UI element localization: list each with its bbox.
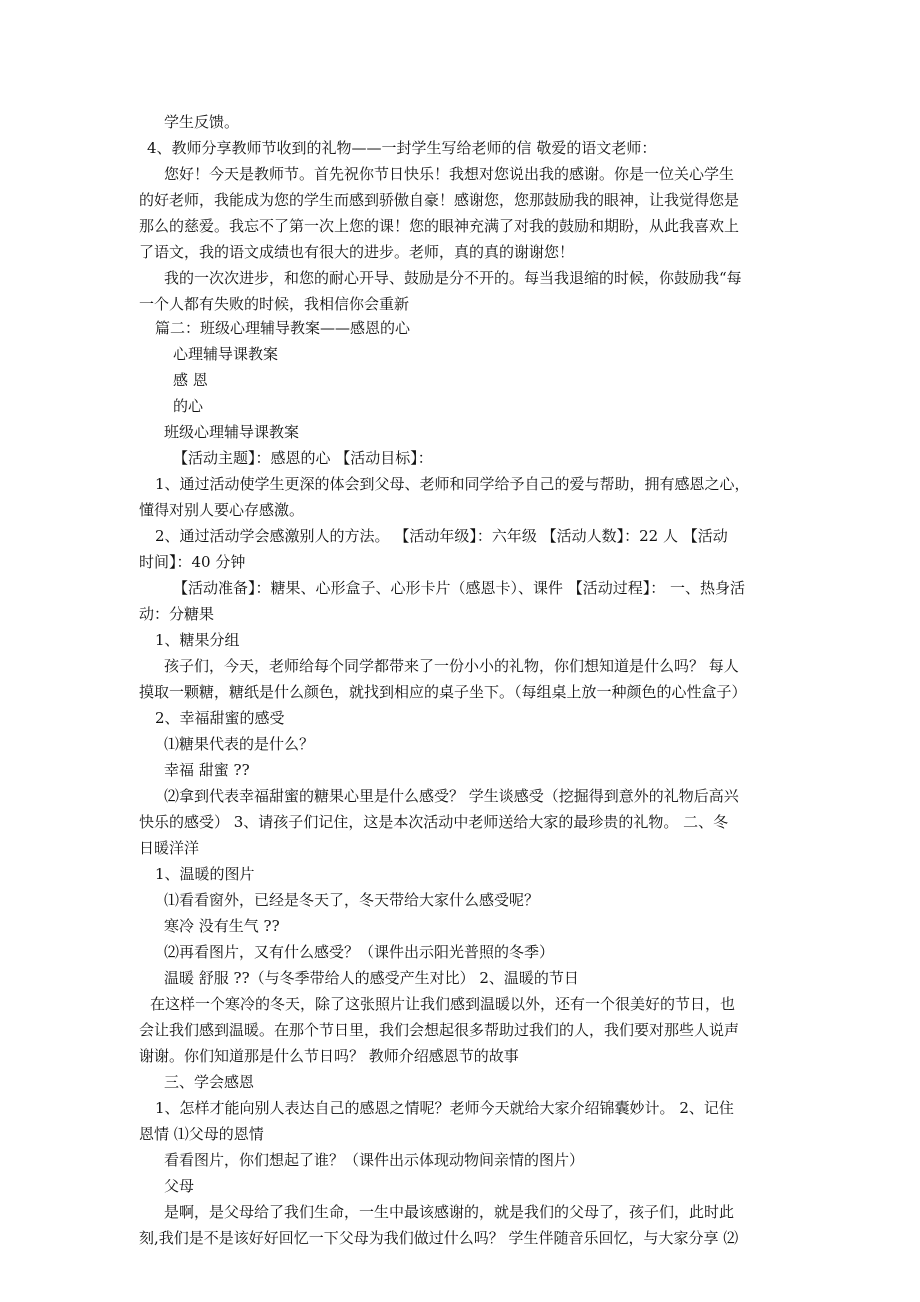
- text-line: 了语文，我的语文成绩也有很大的进步。老师，真的真的谢谢您！: [139, 243, 575, 261]
- text-line: 会让我们感到温暖。在那个节日里，我们会想起很多帮助过我们的人，我们要对那些人说声: [139, 1021, 740, 1039]
- text-line: 时间】：40 分钟: [139, 553, 246, 571]
- text-line: 看看图片，你们想起了谁？（课件出示体现动物间亲情的图片）: [164, 1151, 585, 1169]
- text-line: ⑴看看窗外，已经是冬天了，冬天带给大家什么感受呢？: [164, 891, 540, 909]
- text-line: 幸福 甜蜜 ??: [164, 761, 250, 779]
- text-line: 温暖 舒服 ??（与冬季带给人的感受产生对比） 2、温暖的节日: [164, 969, 579, 987]
- text-line: 心理辅导课教案: [173, 345, 279, 363]
- text-line: ⑴糖果代表的是什么？: [164, 735, 315, 753]
- text-line: 懂得对别人要心存感激。: [139, 501, 305, 519]
- text-line: 4、教师分享教师节收到的礼物——一封学生写给老师的信 敬爱的语文老师：: [147, 139, 657, 157]
- text-line: 的心: [173, 397, 204, 415]
- text-line: 2、幸福甜蜜的感受: [155, 709, 285, 727]
- text-line: 班级心理辅导课教案: [164, 423, 300, 441]
- text-line: 2、通过活动学会感激别人的方法。 【活动年级】：六年级 【活动人数】：22 人 【活动: [155, 527, 728, 545]
- text-line: 学生反馈。: [164, 113, 240, 131]
- text-line: 日暖洋洋: [139, 839, 200, 857]
- text-line: 寒冷 没有生气 ??: [164, 917, 280, 935]
- text-line: 摸取一颗糖，糖纸是什么颜色，就找到相应的桌子坐下。（每组桌上放一种颜色的心性盒子）: [139, 683, 747, 701]
- text-line: 我的一次次进步，和您的耐心开导、鼓励是分不开的。每当我退缩的时候，你鼓励我“每: [164, 269, 742, 287]
- text-line: 快乐的感受） 3、请孩子们记住，这是本次活动中老师送给大家的最珍贵的礼物。 二、冬: [139, 813, 729, 831]
- text-line: 是啊，是父母给了我们生命，一生中最该感谢的，就是我们的父母了，孩子们，此时此: [164, 1203, 735, 1221]
- text-line: 谢谢。你们知道那是什么节日吗？ 教师介绍感恩节的故事: [139, 1047, 519, 1065]
- text-line: 您好！今天是教师节。首先祝你节日快乐！我想对您说出我的感谢。你是一位关心学生: [164, 165, 735, 183]
- text-line: 的好老师，我能成为您的学生而感到骄傲自豪！感谢您，您那鼓励我的眼神，让我觉得您是: [139, 191, 740, 209]
- text-line: 1、温暖的图片: [155, 865, 255, 883]
- text-line: 感 恩: [173, 371, 208, 389]
- text-line: 1、通过活动使学生更深的体会到父母、老师和同学给予自己的爱与帮助，拥有感恩之心，: [155, 475, 750, 493]
- text-line: 在这样一个寒冷的冬天，除了这张照片让我们感到温暖以外，还有一个很美好的节日，也: [150, 995, 736, 1013]
- text-line: 孩子们，今天，老师给每个同学都带来了一份小小的礼物，你们想知道是什么吗？ 每人: [164, 657, 739, 675]
- text-line: 动：分糖果: [139, 605, 215, 623]
- text-line: 1、糖果分组: [155, 631, 240, 649]
- section-title: 篇二：班级心理辅导教案——感恩的心: [155, 319, 411, 337]
- text-line: 1、怎样才能向别人表达自己的感恩之情呢？老师今天就给大家介绍锦囊妙计。 2、记住: [155, 1099, 734, 1117]
- text-line: 三、学会感恩: [164, 1073, 255, 1091]
- text-line: ⑵再看图片，又有什么感受？（课件出示阳光普照的冬季）: [164, 943, 555, 961]
- text-line: 恩情 ⑴父母的恩情: [139, 1125, 264, 1143]
- text-line: 那么的慈爱。我忘不了第一次上您的课！您的眼神充满了对我的鼓励和期盼，从此我喜欢上: [139, 217, 740, 235]
- text-line: 父母: [164, 1177, 195, 1195]
- text-line: 刻,我们是不是该好好回忆一下父母为我们做过什么吗？ 学生伴随音乐回忆，与大家分享 ⑵: [139, 1229, 739, 1247]
- text-line: ⑵拿到代表幸福甜蜜的糖果心里是什么感受？ 学生谈感受（挖掘得到意外的礼物后高兴: [164, 787, 739, 805]
- text-line: 【活动主题】：感恩的心 【活动目标】：: [173, 449, 433, 467]
- text-line: 一个人都有失败的时候，我相信你会重新: [139, 295, 410, 313]
- text-line: 【活动准备】：糖果、心形盒子、心形卡片（感恩卡）、课件 【活动过程】： 一、热身活: [173, 579, 746, 597]
